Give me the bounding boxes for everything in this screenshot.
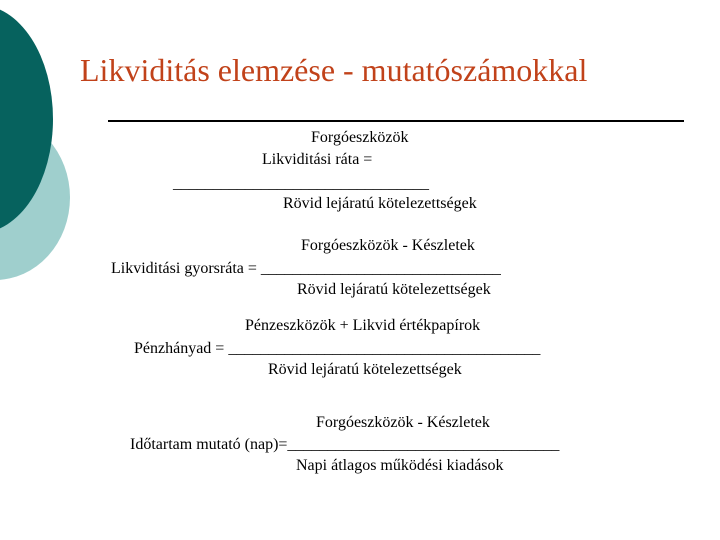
- title-underline: [108, 120, 684, 122]
- formula-1-denominator: Rövid lejáratú kötelezettségek: [283, 195, 477, 212]
- formula-1-label: Likviditási ráta =: [262, 151, 373, 168]
- decorative-circles: [0, 0, 120, 300]
- formula-3-numerator: Pénzeszközök + Likvid értékpapírok: [245, 317, 481, 334]
- formula-4-label: Időtartam mutató (nap)=: [130, 436, 288, 453]
- formula-3-denominator: Rövid lejáratú kötelezettségek: [268, 361, 462, 378]
- formula-4-denominator: Napi átlagos működési kiadások: [296, 457, 504, 474]
- formula-2-label: Likviditási gyorsráta =: [111, 260, 261, 277]
- formula-4-numerator: Forgóeszközök - Készletek: [316, 414, 490, 431]
- slide-title: Likviditás elemzése - mutatószámokkal: [80, 52, 588, 88]
- formula-1-numerator: Forgóeszközök: [311, 129, 409, 146]
- formula-2-label-line: [111, 259, 501, 279]
- formula-4-fraction-line: __________________________________: [287, 436, 560, 453]
- formula-1-fraction-line: ________________________________: [173, 175, 429, 192]
- formula-3-label: Pénzhányad =: [134, 340, 229, 357]
- formula-2-fraction-line: ______________________________: [260, 260, 501, 277]
- formula-4-label-line: [130, 435, 559, 455]
- formula-2-numerator: Forgóeszközök - Készletek: [301, 237, 475, 254]
- formula-3-label-line: [134, 339, 540, 359]
- formula-2-denominator: Rövid lejáratú kötelezettségek: [297, 281, 491, 298]
- formula-3-fraction-line: _______________________________________: [228, 340, 541, 357]
